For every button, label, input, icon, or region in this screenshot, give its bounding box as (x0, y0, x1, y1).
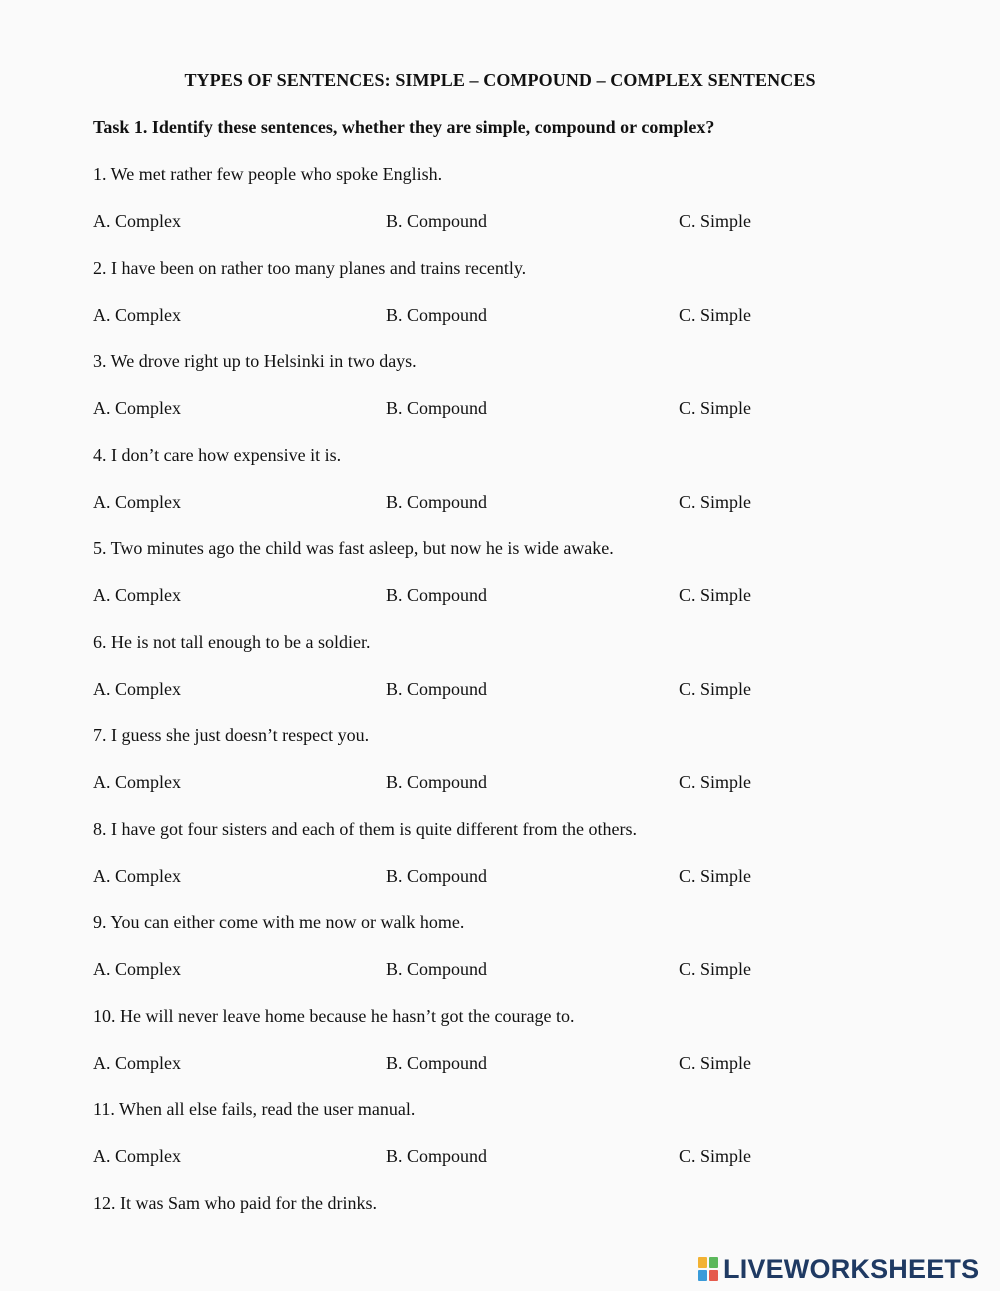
answer-option-b[interactable]: B. Compound (386, 678, 488, 699)
question-text: 2. I have been on rather too many planes and trains recently. (93, 257, 527, 278)
question-text: 1. We met rather few people who spoke English. (93, 164, 443, 184)
question-text: 7. I guess she just doesn’t respect you. (93, 725, 370, 745)
question-text: 11. When all else fails, read the user manual. (93, 1099, 416, 1119)
answer-option-b[interactable]: B. Compound (386, 865, 488, 886)
question-text: 3. We drove right up to Helsinki in two days. (93, 351, 417, 371)
answer-option-b[interactable]: B. Compound (386, 772, 488, 792)
answer-option-b[interactable]: B. Compound (386, 585, 488, 605)
answer-option-c[interactable]: C. Simple (679, 678, 752, 699)
liveworksheets-logo-icon (697, 1256, 719, 1282)
answer-option-b[interactable]: B. Compound (386, 304, 488, 325)
task-instruction: Task 1. Identify these sentences, whether they are simple, compound or complex? (93, 117, 715, 137)
liveworksheets-logo (697, 1254, 979, 1284)
answer-option-c[interactable]: C. Simple (679, 585, 752, 605)
question-text: 6. He is not tall enough to be a soldier. (93, 631, 371, 652)
answer-option-a[interactable]: A. Complex (93, 772, 181, 792)
answer-option-c[interactable]: C. Simple (679, 772, 752, 792)
answer-option-b[interactable]: B. Compound (386, 1146, 488, 1166)
question-text: 5. Two minutes ago the child was fast asleep, but now he is wide awake. (93, 538, 614, 558)
answer-option-c[interactable]: C. Simple (679, 398, 752, 418)
answer-option-c[interactable]: C. Simple (679, 1146, 752, 1166)
answer-option-b[interactable]: B. Compound (386, 211, 488, 231)
answer-option-a[interactable]: A. Complex (93, 491, 181, 512)
answer-option-b[interactable]: B. Compound (386, 491, 488, 512)
question-text: 4. I don’t care how expensive it is. (93, 444, 342, 465)
question-text: 12. It was Sam who paid for the drinks. (93, 1192, 377, 1213)
answer-option-b[interactable]: B. Compound (386, 1052, 488, 1073)
answer-option-c[interactable]: C. Simple (679, 865, 752, 886)
answer-option-a[interactable]: A. Complex (93, 398, 181, 418)
answer-option-c[interactable]: C. Simple (679, 304, 752, 325)
answer-option-a[interactable]: A. Complex (93, 304, 181, 325)
answer-option-c[interactable]: C. Simple (679, 491, 752, 512)
answer-option-a[interactable]: A. Complex (93, 211, 181, 231)
page-title: TYPES OF SENTENCES: SIMPLE – COMPOUND – COMPLEX SENTENCES (184, 70, 816, 90)
answer-option-a[interactable]: A. Complex (93, 1052, 181, 1073)
question-text: 8. I have got four sisters and each of them is quite different from the others. (93, 818, 638, 839)
answer-option-c[interactable]: C. Simple (679, 1052, 752, 1073)
question-text: 10. He will never leave home because he hasn’t got the courage to. (93, 1005, 575, 1026)
answer-option-a[interactable]: A. Complex (93, 678, 181, 699)
answer-option-c[interactable]: C. Simple (679, 959, 752, 979)
answer-option-a[interactable]: A. Complex (93, 865, 181, 886)
answer-option-a[interactable]: A. Complex (93, 1146, 181, 1166)
answer-option-b[interactable]: B. Compound (386, 959, 488, 979)
answer-option-c[interactable]: C. Simple (679, 211, 752, 231)
logo-text: LIVEWORKSHEETS (723, 1253, 980, 1284)
answer-option-a[interactable]: A. Complex (93, 585, 181, 605)
question-text: 9. You can either come with me now or walk home. (93, 912, 465, 932)
answer-option-b[interactable]: B. Compound (386, 398, 488, 418)
answer-option-a[interactable]: A. Complex (93, 959, 181, 979)
